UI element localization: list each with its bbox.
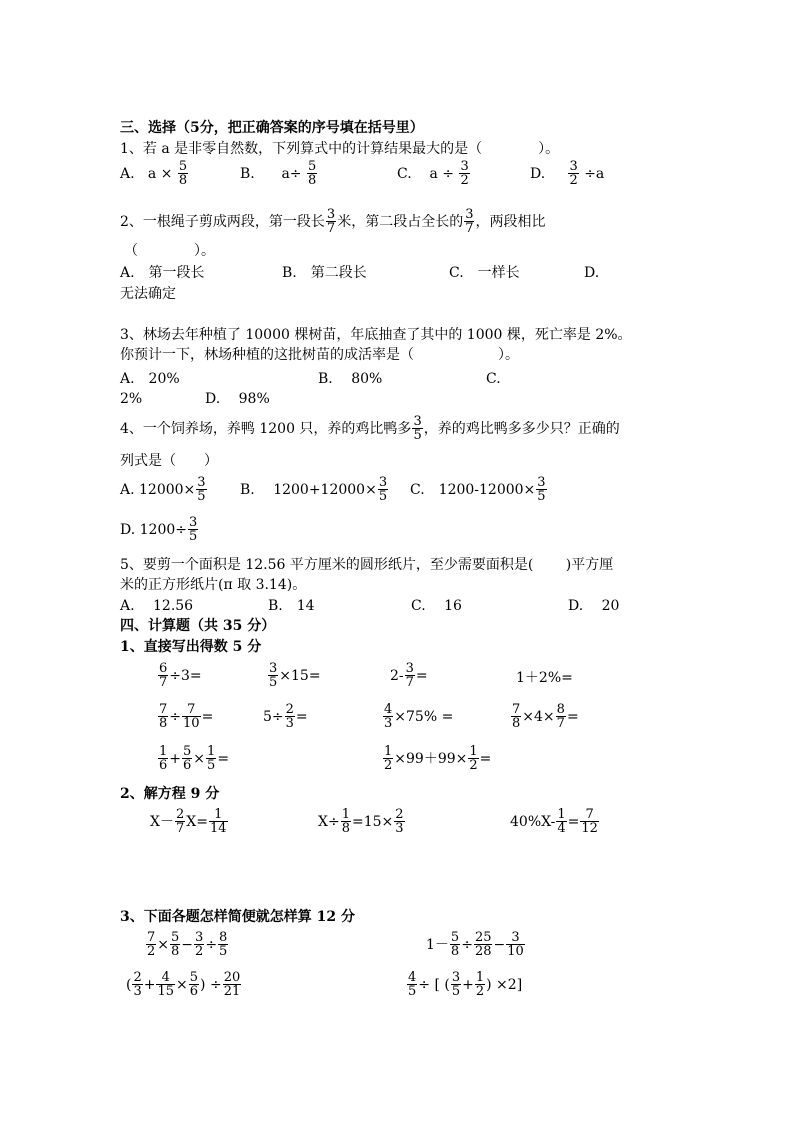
- fraction: $\frac{3}{5}$: [537, 475, 546, 504]
- calc-4: $\frac{4}{5}$ ÷ [ ( $\frac{3}{5}$ + $\frac{1}{2}$ ) ×2]: [408, 970, 523, 999]
- fraction: $\frac{8}{7}$: [556, 702, 565, 731]
- fraction: $\frac{1}{2}$: [475, 970, 485, 999]
- fraction: $\frac{25}{28}$: [474, 930, 492, 959]
- q5-option-d: D. 20: [568, 598, 620, 614]
- fraction: $\frac{5}{8}$: [171, 930, 180, 959]
- q3-option-c-text: 2%: [120, 391, 143, 407]
- fraction: $\frac{5}{6}$: [183, 744, 192, 773]
- sub3-title: 3、下面各题怎样简便就怎样算 12 分: [120, 909, 355, 925]
- problem-9: $\frac{1}{6}$ + $\frac{5}{6}$ × $\frac{1}{5}$ =: [159, 744, 230, 773]
- fraction: $\frac{3}{5}$: [413, 414, 422, 443]
- fraction: $\frac{3}{5}$: [378, 475, 388, 504]
- q4-option-b: B. 1200+12000× $\frac{3}{5}$: [240, 475, 388, 504]
- q2-option-d-text: 无法确定: [120, 286, 176, 302]
- q3-stem-line1: 3、林场去年种植了 10000 棵树苗，年底抽查了其中的 1000 棵，死亡率是 2%。: [120, 327, 632, 343]
- problem-5: $\frac{7}{8}$ ÷ $\frac{7}{10}$ =: [159, 702, 214, 731]
- fraction: $\frac{7}{8}$: [159, 702, 168, 731]
- q3-option-b: B. 80%: [318, 371, 383, 387]
- fraction: $\frac{7}{8}$: [512, 702, 521, 731]
- fraction: $\frac{2}{3}$: [395, 807, 404, 836]
- q5-option-b: B. 14: [268, 598, 315, 614]
- fraction: $\frac{1}{14}$: [209, 807, 227, 836]
- q2-option-a: A. 第一段长: [120, 265, 205, 281]
- calc-2: 1－ $\frac{5}{8}$ ÷ $\frac{25}{28}$ − $\frac{3}{10}$: [426, 930, 524, 959]
- fraction: $\frac{3}{7}$: [465, 207, 474, 236]
- problem-2: $\frac{3}{5}$ ×15=: [269, 661, 321, 690]
- q2-answer-paren: （ ）。: [124, 243, 215, 259]
- equation-2: X÷ $\frac{1}{8}$ =15× $\frac{2}{3}$: [318, 807, 404, 836]
- fraction: $\frac{3}{5}$: [189, 515, 198, 544]
- fraction: $\frac{4}{5}$: [408, 970, 417, 999]
- calc-1: $\frac{7}{2}$ × $\frac{5}{8}$ − $\frac{3}{2}$ ÷ $\frac{8}{5}$: [147, 930, 228, 959]
- q5-stem-line2: 米的正方形纸片(π 取 3.14)。: [120, 577, 307, 593]
- fraction: $\frac{3}{5}$: [197, 475, 206, 504]
- q1-option-b: B. a÷ $\frac{5}{8}$: [240, 159, 317, 188]
- fraction: $\frac{3}{2}$: [460, 159, 469, 188]
- equation-1: X－ $\frac{2}{7}$ X= $\frac{1}{14}$: [150, 807, 227, 836]
- q4-option-d: D. 1200÷ $\frac{3}{5}$: [120, 515, 198, 544]
- fraction: $\frac{3}{2}$: [195, 930, 204, 959]
- fraction: $\frac{3}{7}$: [405, 661, 414, 690]
- section3-title: 三、选择（5分，把正确答案的序号填在括号里）: [120, 120, 424, 136]
- fraction: $\frac{8}{5}$: [219, 930, 228, 959]
- q3-option-a: A. 20%: [120, 371, 180, 387]
- q4-option-c: C. 1200-12000× $\frac{3}{5}$: [410, 475, 546, 504]
- q1-option-c: C. a ÷ $\frac{3}{2}$: [397, 159, 469, 188]
- sub2-title: 2、解方程 9 分: [120, 786, 220, 802]
- fraction: $\frac{3}{5}$: [451, 970, 461, 999]
- problem-7: $\frac{4}{3}$ ×75% =: [384, 702, 454, 731]
- q5-stem-line1: 5、要剪一个面积是 12.56 平方厘米的圆形纸片，至少需要面积是( )平方厘: [120, 557, 614, 573]
- calc-3: ( $\frac{2}{3}$ + $\frac{4}{15}$ × $\frac{5}{6}$ ) ÷ $\frac{20}{21}$: [126, 970, 241, 999]
- q4-stem-line2: 列式是（ ）: [120, 453, 218, 469]
- fraction: $\frac{1}{8}$: [341, 807, 350, 836]
- problem-3: 2- $\frac{3}{7}$ =: [390, 661, 428, 690]
- fraction: $\frac{5}{8}$: [307, 159, 317, 188]
- fraction: $\frac{3}{2}$: [569, 159, 578, 188]
- fraction: $\frac{2}{7}$: [175, 807, 185, 836]
- q2-option-d: D.: [584, 265, 600, 281]
- q1-option-a: A. a × $\frac{5}{8}$: [120, 159, 188, 188]
- fraction: $\frac{1}{4}$: [557, 807, 566, 836]
- fraction: $\frac{4}{3}$: [384, 702, 393, 731]
- fraction: $\frac{1}{5}$: [207, 744, 216, 773]
- fraction: $\frac{1}{2}$: [469, 744, 478, 773]
- fraction: $\frac{1}{6}$: [159, 744, 168, 773]
- problem-10: $\frac{1}{2}$ ×99＋99× $\frac{1}{2}$ =: [384, 744, 492, 773]
- fraction: $\frac{4}{15}$: [157, 970, 175, 999]
- q2-option-b: B. 第二段长: [282, 265, 367, 281]
- fraction: $\frac{7}{10}$: [183, 702, 200, 731]
- problem-8: $\frac{7}{8}$ ×4× $\frac{8}{7}$ =: [512, 702, 579, 731]
- q4-option-a: A. 12000× $\frac{3}{5}$: [120, 475, 206, 504]
- fraction: $\frac{2}{3}$: [133, 970, 142, 999]
- fraction: $\frac{5}{8}$: [178, 159, 188, 188]
- problem-1: $\frac{6}{7}$ ÷3=: [159, 661, 202, 690]
- equation-3: 40%X- $\frac{1}{4}$ = $\frac{7}{12}$: [510, 807, 598, 836]
- problem-4: 1＋2%=: [516, 670, 573, 686]
- fraction: $\frac{7}{2}$: [147, 930, 156, 959]
- fraction: $\frac{6}{7}$: [159, 661, 168, 690]
- fraction: $\frac{3}{10}$: [507, 930, 524, 959]
- q5-option-a: A. 12.56: [120, 598, 194, 614]
- q3-stem-line2: 你预计一下，林场种植的这批树苗的成活率是（ ）。: [120, 347, 519, 363]
- q1-option-d: D. $\frac{3}{2}$ ÷a: [530, 159, 605, 188]
- fraction: $\frac{5}{6}$: [189, 970, 199, 999]
- q4-stem: 4、一个饲养场，养鸭 1200 只，养的鸡比鸭多 $\frac{3}{5}$ ，养的鸡比鸭多多少只？正确的: [120, 414, 620, 443]
- q1-stem: 1、若 a 是非零自然数，下列算式中的计算结果最大的是（ ）。: [120, 141, 560, 157]
- section4-title: 四、计算题（共 35 分）: [120, 618, 276, 634]
- q5-option-c: C. 16: [411, 598, 462, 614]
- q2-option-c: C. 一样长: [449, 265, 520, 281]
- q3-option-c: C.: [486, 371, 501, 387]
- fraction: $\frac{5}{8}$: [450, 930, 460, 959]
- sub1-title: 1、直接写出得数 5 分: [120, 639, 262, 655]
- fraction: $\frac{1}{2}$: [384, 744, 393, 773]
- fraction: $\frac{2}{3}$: [285, 702, 294, 731]
- fraction: $\frac{3}{5}$: [269, 661, 278, 690]
- problem-6: 5÷ $\frac{2}{3}$ =: [263, 702, 308, 731]
- q3-option-d: D. 98%: [205, 391, 270, 407]
- fraction: $\frac{3}{7}$: [326, 207, 336, 236]
- q2-stem: 2、一根绳子剪成两段，第一段长 $\frac{3}{7}$ 米，第二段占全长的 $\frac{3}{7}$ ，两段相比: [120, 207, 546, 236]
- fraction: $\frac{20}{21}$: [223, 970, 241, 999]
- fraction: $\frac{7}{12}$: [581, 807, 598, 836]
